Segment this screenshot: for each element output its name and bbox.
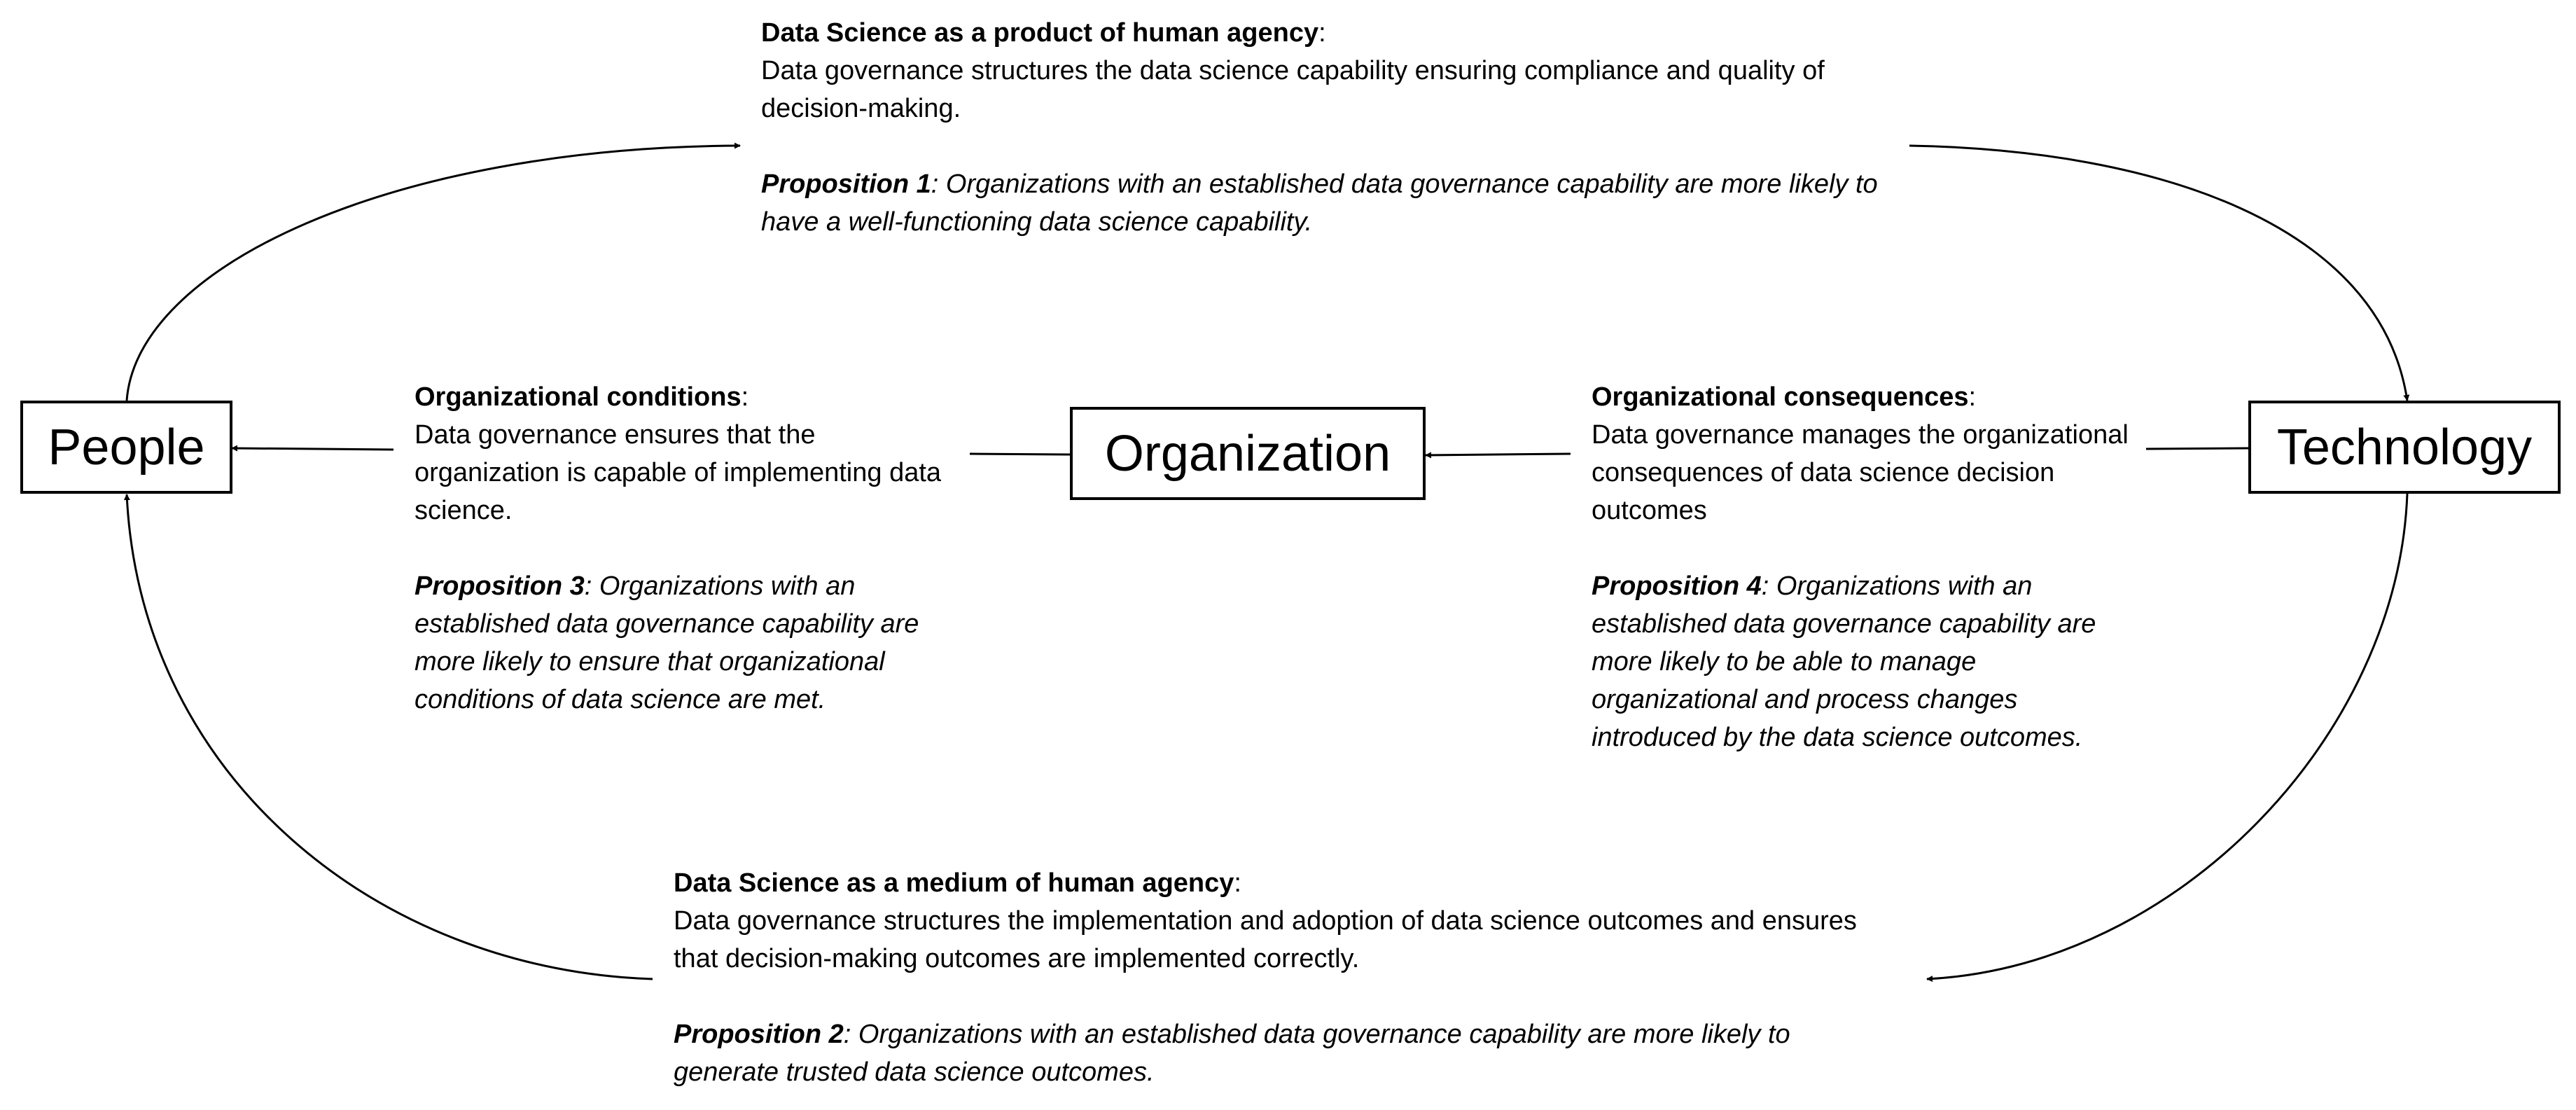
left-proposition-text: Organizations with an established data governance capability are more likely to ensure that organizational conditions of data science are met. (415, 571, 919, 714)
right-proposition-colon: : (1761, 571, 1769, 601)
right-heading: Organizational consequences (1592, 382, 1969, 412)
bottom-text-block (674, 864, 1878, 1091)
right-text-block (1592, 378, 2131, 756)
right-proposition-label: Proposition 4 (1592, 571, 1762, 601)
arrow-left-text-to-people (232, 448, 394, 450)
bottom-proposition-label: Proposition 2 (674, 1020, 844, 1049)
right-heading-colon: : (1968, 382, 1977, 412)
bottom-heading-colon: : (1234, 868, 1241, 898)
bottom-heading: Data Science as a medium of human agency (674, 868, 1234, 898)
top-proposition-label: Proposition 1 (761, 169, 931, 199)
arrow-right-text-to-organization (1426, 454, 1571, 455)
line-technology-to-right-text (2146, 448, 2248, 449)
technology-node: Technology (2248, 401, 2561, 494)
bottom-proposition-colon: : (843, 1020, 851, 1049)
right-proposition-text: Organizations with an established data governance capability are more likely to be able to manage organizational and process changes introduced by the data science outcomes. (1592, 571, 2096, 752)
left-proposition-label: Proposition 3 (415, 571, 585, 601)
organization-node: Organization (1070, 407, 1426, 500)
people-node: People (20, 401, 232, 494)
left-text-block (415, 378, 947, 719)
top-heading-colon: : (1318, 18, 1326, 48)
top-proposition-colon: : (931, 169, 939, 199)
left-proposition-colon: : (584, 571, 592, 601)
left-body: Data governance ensures that the organization is capable of implementing data science. (415, 420, 942, 525)
line-organization-to-left-text (970, 454, 1071, 455)
top-heading: Data Science as a product of human agency (761, 18, 1319, 48)
left-heading-colon: : (741, 382, 749, 412)
right-body: Data governance manages the organizational consequences of data science decision outcomes (1592, 420, 2129, 525)
arrow-people-to-top (127, 146, 740, 401)
arrow-top-to-technology (1909, 146, 2407, 401)
bottom-proposition-text: Organizations with an established data governance capability are more likely to generate trusted data science outcomes. (674, 1020, 1790, 1087)
top-proposition-text: Organizations with an established data governance capability are more likely to have a well-functioning data science capability. (761, 169, 1878, 237)
left-heading: Organizational conditions (415, 382, 742, 412)
top-body: Data governance structures the data science capability ensuring compliance and quality of decision-making. (761, 56, 1825, 123)
bottom-body: Data governance structures the implementation and adoption of data science outcomes and ensures that decision-making outcomes are implemented correctly. (674, 906, 1857, 973)
top-text-block (761, 14, 1923, 241)
